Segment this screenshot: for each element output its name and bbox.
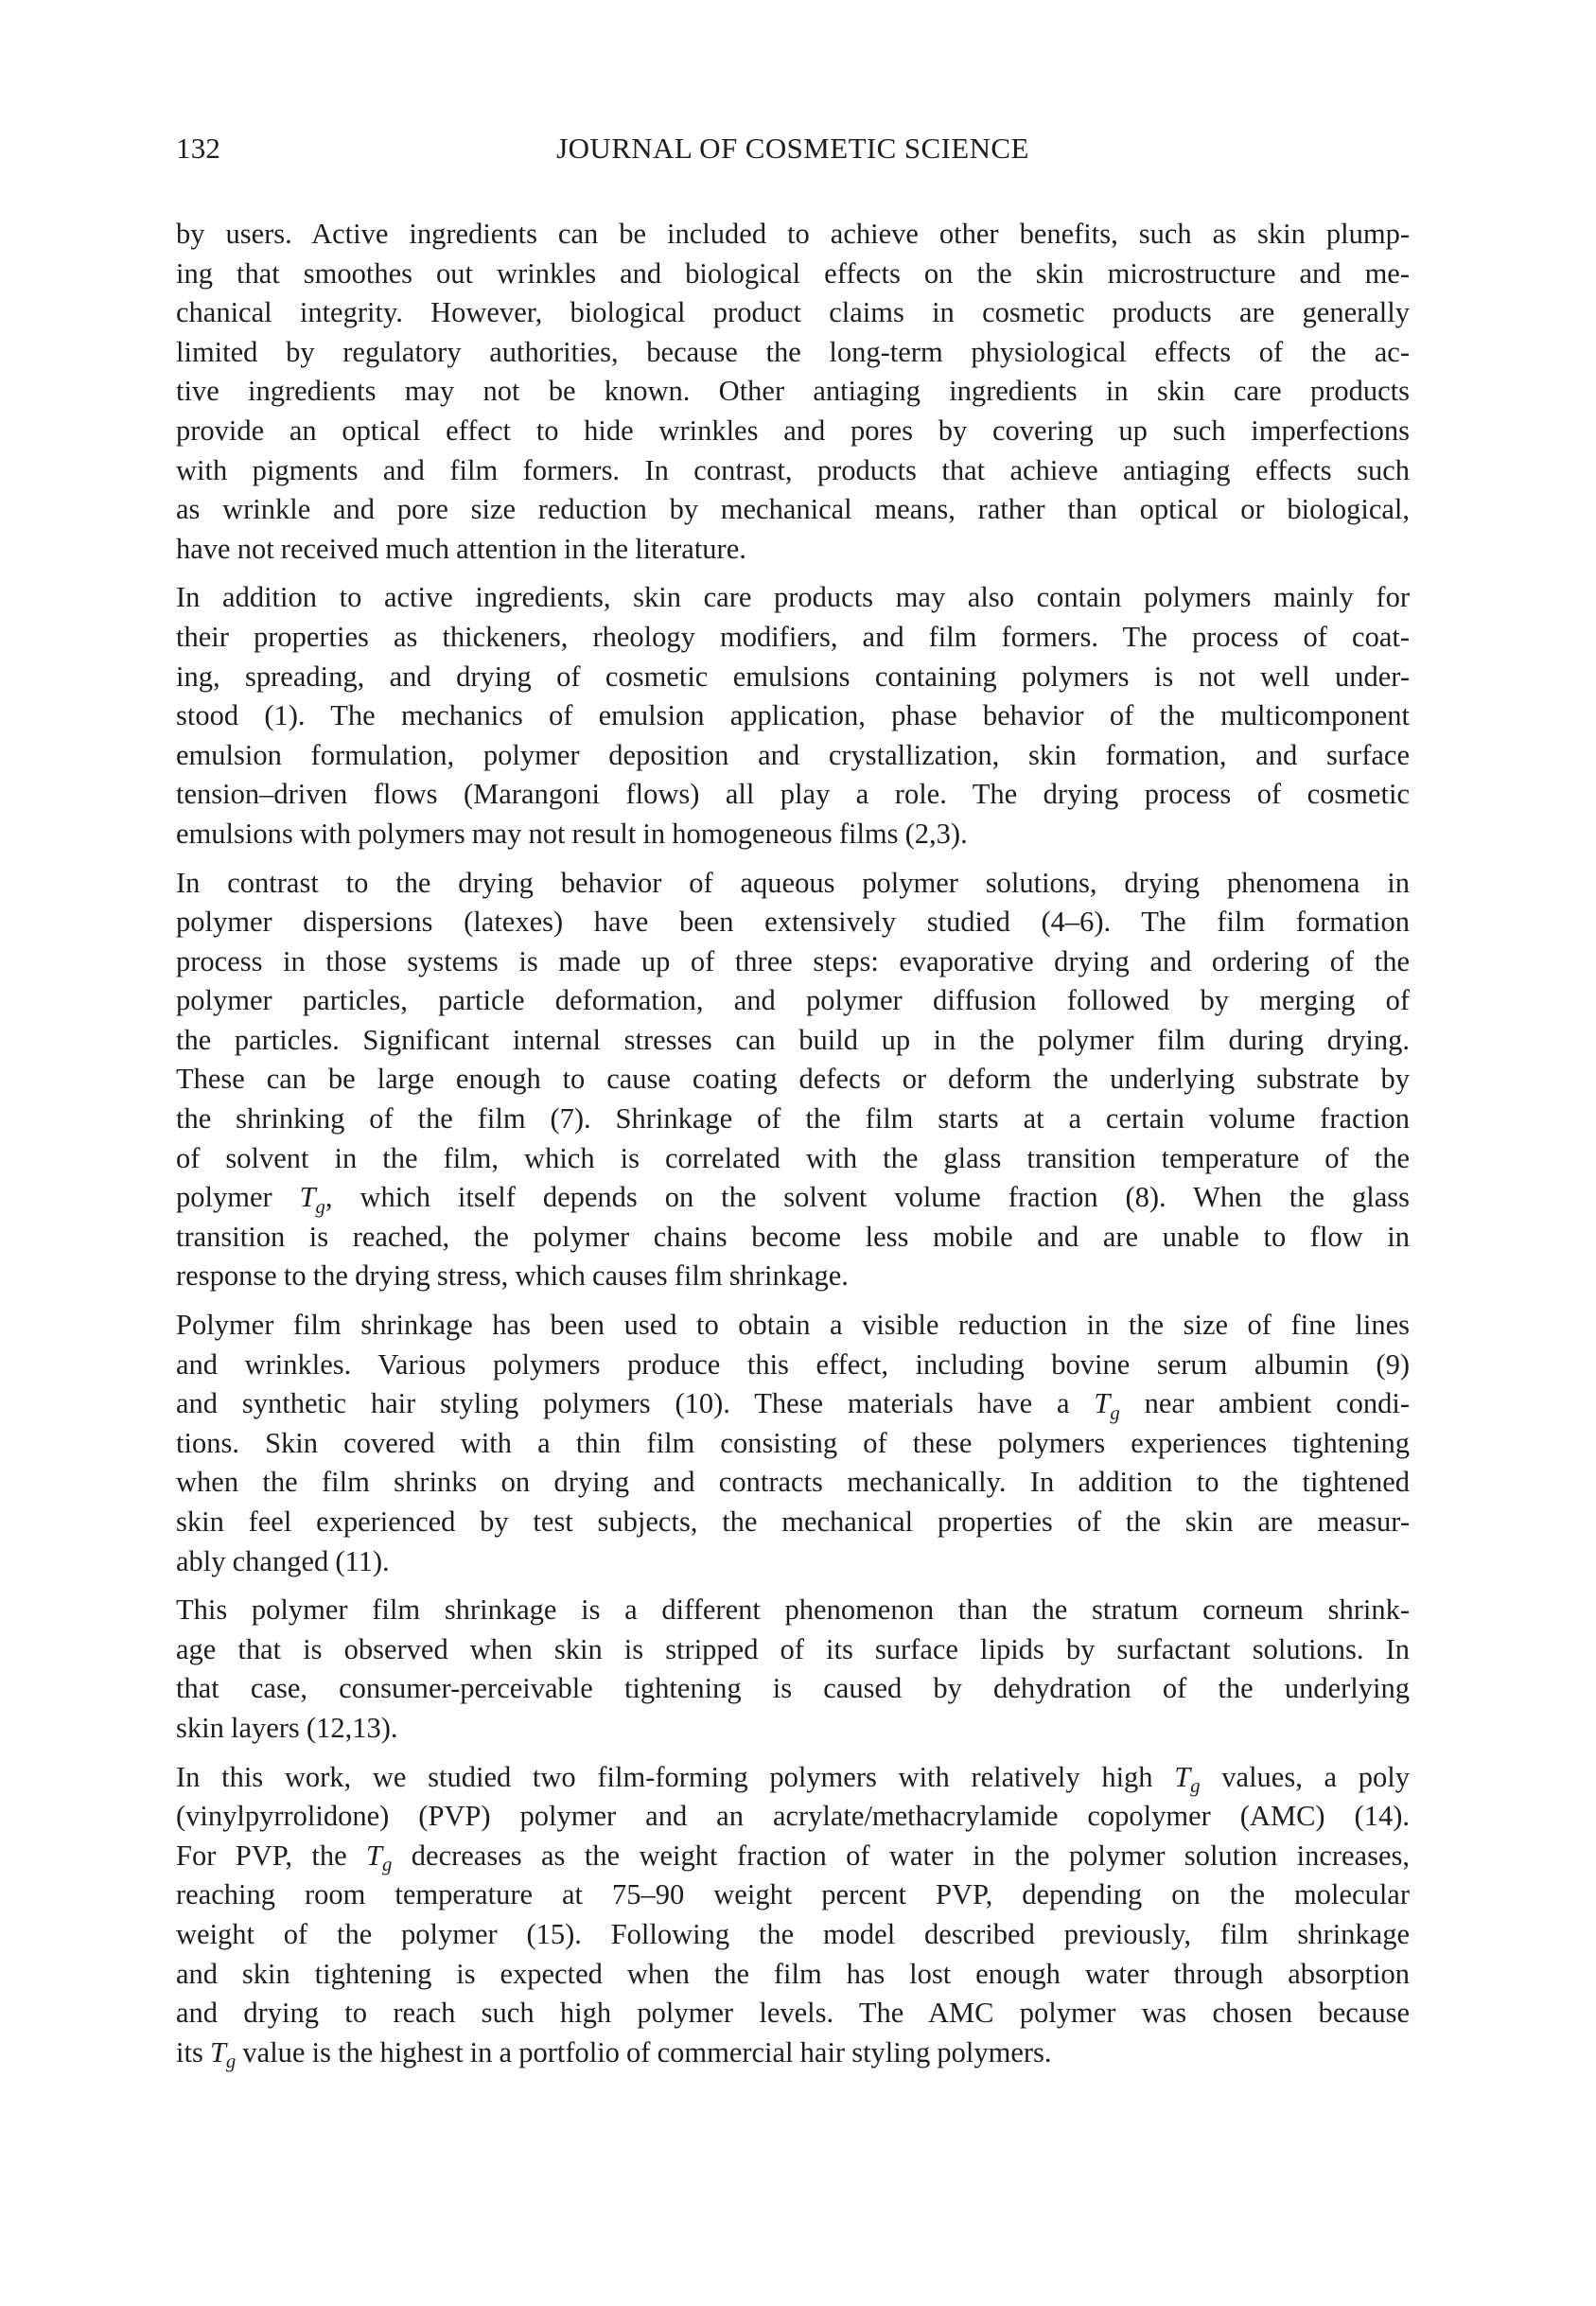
text-line: skin feel experienced by test subjects, the mechanical properties of the skin are measur- [176,1505,1410,1538]
text-line: by users. Active ingredients can be included to achieve other benefits, such as skin plump- [176,218,1410,250]
page-number: 132 [176,132,221,165]
text-line: process in those systems is made up of three steps: evaporative drying and ordering of the [176,944,1410,977]
tg-subscript: g [1110,1402,1120,1424]
text-line: skin layers (12,13). [176,1711,398,1744]
text-line: ing that smoothes out wrinkles and biological effects on the skin microstructure and me- [176,256,1410,290]
text-line: and skin tightening is expected when the film has lost enough water through absorption [176,1957,1410,1990]
paragraph-active-ingredients [176,215,1410,569]
text-line: limited by regulatory authorities, because the long-term physiological effects of the ac- [176,335,1410,368]
text-line: tive ingredients may not be known. Other antiaging ingredients in skin care products [176,375,1410,408]
text-line-with-tg [176,1837,1410,1876]
text-line: with pigments and film formers. In contrast, products that achieve antiaging effects such [176,453,1410,486]
text-line: ing, spreading, and drying of cosmetic emulsions containing polymers is not well under- [176,660,1410,693]
tg-subscript: g [1190,1776,1201,1798]
text-fragment: and synthetic hair styling polymers (10). These materials have a [176,1387,1095,1420]
text-line: reaching room temperature at 75–90 weight percent PVP, depending on the molecular [176,1878,1410,1911]
text-fragment: value is the highest in a portfolio of commercial hair styling polymers. [236,2035,1052,2068]
text-line: polymer particles, particle deformation, and polymer diffusion followed by merging of [176,984,1410,1017]
paragraph-this-work [176,1758,1410,2073]
text-line: when the film shrinks on drying and contracts mechanically. In addition to the tightened [176,1466,1410,1499]
text-line: polymer dispersions (latexes) have been extensively studied (4–6). The film formation [176,906,1410,939]
tg-symbol: T [1094,1387,1111,1420]
tg-subscript: g [315,1196,325,1218]
text-line: of solvent in the film, which is correlated with the glass transition temperature of the [176,1141,1410,1174]
text-line: stood (1). The mechanics of emulsion application, phase behavior of the multicomponent [176,699,1410,732]
text-fragment: its [176,2035,210,2068]
text-line: and drying to reach such high polymer levels. The AMC polymer was chosen because [176,1997,1410,2030]
text-line: In addition to active ingredients, skin care products may also contain polymers mainly for [176,581,1410,614]
text-line: have not received much attention in the literature. [176,532,746,565]
text-line: their properties as thickeners, rheology modifiers, and film formers. The process of coat- [176,620,1410,653]
text-line-with-tg [176,1384,1410,1424]
text-fragment: polymer [176,1181,300,1214]
text-line: as wrinkle and pore size reduction by mechanical means, rather than optical or biological, [176,493,1410,526]
text-line: emulsion formulation, polymer deposition and crystallization, skin formation, and surface [176,738,1410,771]
text-line: Polymer film shrinkage has been used to obtain a visible reduction in the size of fine lines [176,1309,1410,1342]
text-fragment: decreases as the weight fraction of water in the polymer solution increases, [392,1839,1410,1872]
paragraph-polymers-in-skin-care [176,578,1410,854]
journal-title: JOURNAL OF COSMETIC SCIENCE [556,132,1029,165]
text-line: emulsions with polymers may not result in homogeneous films (2,3). [176,817,968,850]
text-fragment: , which itself depends on the solvent volume fraction (8). When the glass [324,1181,1410,1214]
text-line: These can be large enough to cause coating defects or deform the underlying substrate by [176,1063,1410,1096]
text-line: the particles. Significant internal stresses can build up in the polymer film during drying. [176,1023,1410,1056]
text-line: tension–driven flows (Marangoni flows) all play a role. The drying process of cosmetic [176,778,1410,811]
text-line: ably changed (11). [176,1544,390,1577]
text-line: In contrast to the drying behavior of aqueous polymer solutions, drying phenomena in [176,866,1410,899]
paragraph-latex-drying [176,864,1410,1297]
text-line: the shrinking of the film (7). Shrinkage of the film starts at a certain volume fraction [176,1102,1410,1135]
text-fragment: For PVP, the [176,1839,367,1872]
tg-symbol: T [299,1181,316,1214]
text-fragment: values, a poly [1200,1760,1410,1793]
text-line: that case, consumer-perceivable tightening is caused by dehydration of the underlying [176,1672,1410,1705]
text-line: provide an optical effect to hide wrinkles and pores by covering up such imperfections [176,414,1410,447]
text-line: and wrinkles. Various polymers produce this effect, including bovine serum albumin (9) [176,1347,1410,1381]
tg-symbol: T [209,2035,226,2068]
text-line: This polymer film shrinkage is a different phenomenon than the stratum corneum shrink- [176,1593,1410,1627]
journal-page [176,125,1410,2082]
text-line: weight of the polymer (15). Following the model described previously, film shrinkage [176,1917,1410,1950]
tg-subscript: g [225,2051,237,2073]
text-line: tions. Skin covered with a thin film consisting of these polymers experiences tightening [176,1426,1410,1459]
tg-symbol: T [366,1839,382,1872]
text-fragment: near ambient condi- [1119,1387,1410,1420]
text-line: chanical integrity. However, biological product claims in cosmetic products are generally [176,296,1410,329]
text-line: response to the drying stress, which causes film shrinkage. [176,1259,849,1293]
running-head [176,125,1410,172]
body-text [176,215,1410,2072]
tg-subscript: g [382,1855,393,1876]
text-line: age that is observed when skin is stripped of its surface lipids by surfactant solutions. In [176,1632,1410,1665]
paragraph-film-shrinkage [176,1306,1410,1581]
text-line-with-tg [176,2033,1410,2073]
text-line: (vinylpyrrolidone) (PVP) polymer and an acrylate/methacrylamide copolymer (AMC) (14). [176,1800,1410,1833]
tg-symbol: T [1174,1760,1191,1793]
text-line-with-tg [176,1758,1410,1798]
text-line: transition is reached, the polymer chains become less mobile and are unable to flow in [176,1220,1410,1253]
text-fragment: In this work, we studied two film-forming polymers with relatively high [176,1760,1175,1793]
paragraph-stratum-corneum [176,1591,1410,1748]
text-line-with-tg [176,1178,1410,1218]
